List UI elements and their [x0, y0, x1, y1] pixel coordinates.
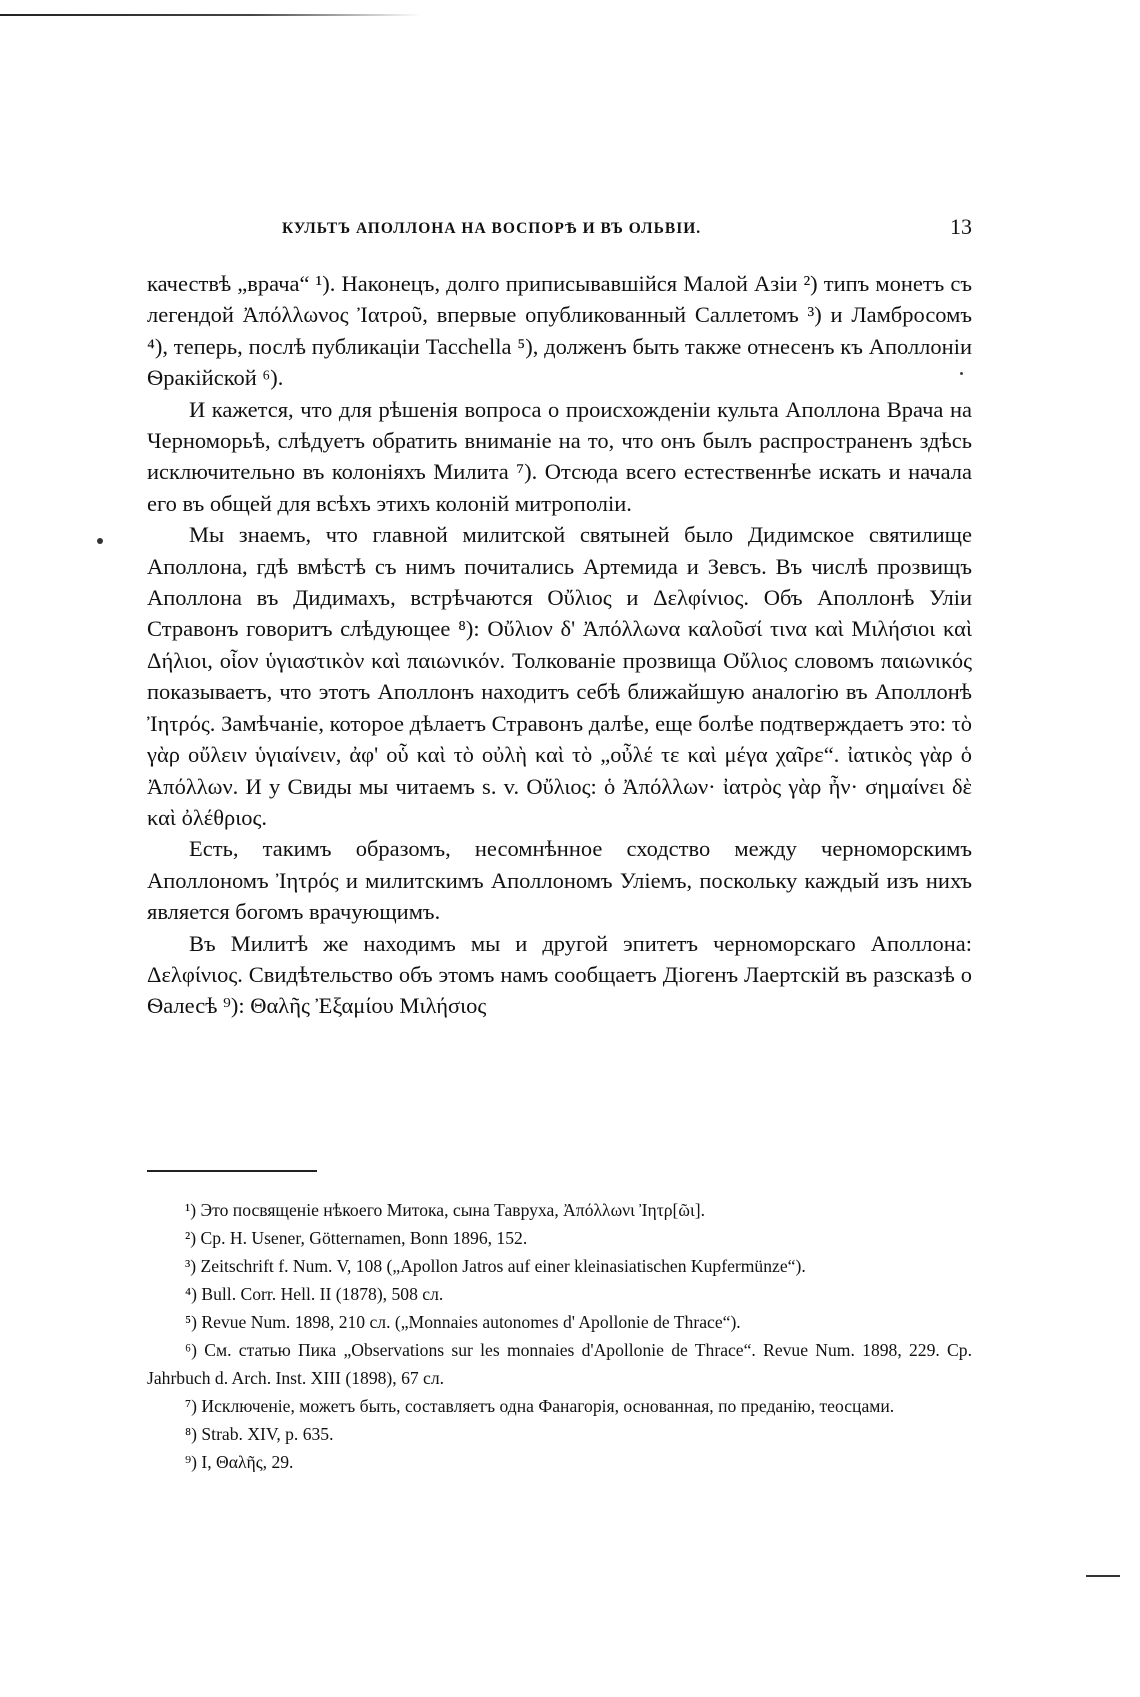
margin-speck: [960, 372, 963, 375]
paragraph-5: Въ Милитѣ же находимъ мы и другой эпитетъ черноморскаго Аполлона: Δελφίνιος. Свидѣтельство объ этомъ намъ сообщаетъ Діогенъ Лаертскій въ разсказѣ о Ѳалесѣ ⁹): Θαλῆς Ἐξαμίου Μιλήσιος: [147, 930, 972, 1019]
margin-mark: [97, 538, 103, 544]
body-text: [147, 268, 972, 1022]
footnote-6: ⁶) См. статью Пика „Observations sur les monnaies d'Apollonie de Thrace“. Revue Num. 1898, 229. Ср. Jahrbuch d. Arch. Inst. XIII (1898), 67 сл.: [147, 1340, 972, 1388]
footnote-3: ³) Zeitschrift f. Num. V, 108 („Apollon Jatros auf einer kleinasiatischen Kupfermünze“).: [185, 1256, 806, 1276]
footnote-1: ¹) Это посвященіе нѣкоего Митока, сына Тавруха, Ἀπόλλωνι Ἰητρ[ῶι].: [185, 1200, 705, 1220]
paragraph-1: качествѣ „врача“ ¹). Наконецъ, долго приписывавшійся Малой Азіи ²) типъ монетъ съ легендой Ἀπόλλωνος Ἰατροῦ, впервые опубликованный Саллетомъ ³) и Ламбросомъ ⁴), теперь, послѣ публикаціи Tacchella ⁵), долженъ быть также отнесенъ къ Аполлоніи Ѳракійской ⁶).: [147, 271, 972, 391]
footnote-4: ⁴) Bull. Corr. Hell. II (1878), 508 сл.: [185, 1284, 444, 1304]
scan-edge-dash: [1086, 1575, 1120, 1577]
page-number: 13: [950, 214, 972, 239]
running-head: [147, 214, 972, 244]
footnote-8: ⁸) Strab. XIV, p. 635.: [185, 1424, 334, 1444]
paragraph-4: Есть, такимъ образомъ, несомнѣнное сходство между черноморскимъ Аполлономъ Ἰητρός и милитскимъ Аполлономъ Уліемъ, поскольку каждый изъ нихъ является богомъ врачующимъ.: [147, 836, 972, 925]
footnotes: [147, 1196, 972, 1476]
footnote-5: ⁵) Revue Num. 1898, 210 сл. („Monnaies autonomes d' Apollonie de Thrace“).: [185, 1312, 741, 1332]
footnote-2: ²) Ср. H. Usener, Götternamen, Bonn 1896, 152.: [185, 1228, 528, 1248]
footnote-9: ⁹) I, Θαλῆς, 29.: [185, 1452, 294, 1472]
footnote-7: ⁷) Исключеніе, можетъ быть, составляетъ одна Фанагорія, основанная, по преданію, теосцами.: [185, 1396, 895, 1416]
running-title: КУЛЬТЪ АПОЛЛОНА НА ВОСПОРѢ И ВЪ ОЛЬВІИ.: [282, 220, 702, 237]
paragraph-3: Мы знаемъ, что главной милитской святыней было Дидимское святилище Аполлона, гдѣ вмѣстѣ съ нимъ почитались Артемида и Зевсъ. Въ числѣ прозвищъ Аполлона въ Дидимахъ, встрѣчаются Οὔλιος и Δελφίνιος. Объ Аполлонѣ Уліи Стравонъ говоритъ слѣдующее ⁸): Οὔλιον δ' Ἀπόλλωνα καλοῦσί τινα καὶ Μιλήσιοι καὶ Δήλιοι, οἷον ὑγιαστικὸν καὶ παιωνικόν. Толкованіе прозвища Οὔλιος словомъ παιωνικός показываетъ, что этотъ Аполлонъ находитъ себѣ ближайшую аналогію въ Аполлонѣ Ἰητρός. Замѣчаніе, которое дѣлаетъ Стравонъ далѣе, еще болѣе подтверждаетъ это: τὸ γὰρ οὔλειν ὑγιαίνειν, ἀφ' οὗ καὶ τὸ οὐλὴ καὶ τὸ „οὖλέ τε καὶ μέγα χαῖρε“. ἰατικὸς γὰρ ὁ Ἀπόλλων. И у Свиды мы читаемъ s. v. Οὔλιος: ὁ Ἀπόλλων· ἰατρὸς γὰρ ἦν· σημαίνει δὲ καὶ ὀλέθριος.: [147, 522, 972, 830]
footnote-separator: [147, 1170, 317, 1172]
paragraph-2: И кажется, что для рѣшенія вопроса о происхожденіи культа Аполлона Врача на Черноморьѣ, слѣдуетъ обратить вниманіе на то, что онъ былъ распространенъ здѣсь исключительно въ колоніяхъ Милита ⁷). Отсюда всего естественнѣе искать и начала его въ общей для всѣхъ этихъ колоній митрополіи.: [147, 396, 972, 516]
scan-edge-rule: [0, 14, 420, 16]
